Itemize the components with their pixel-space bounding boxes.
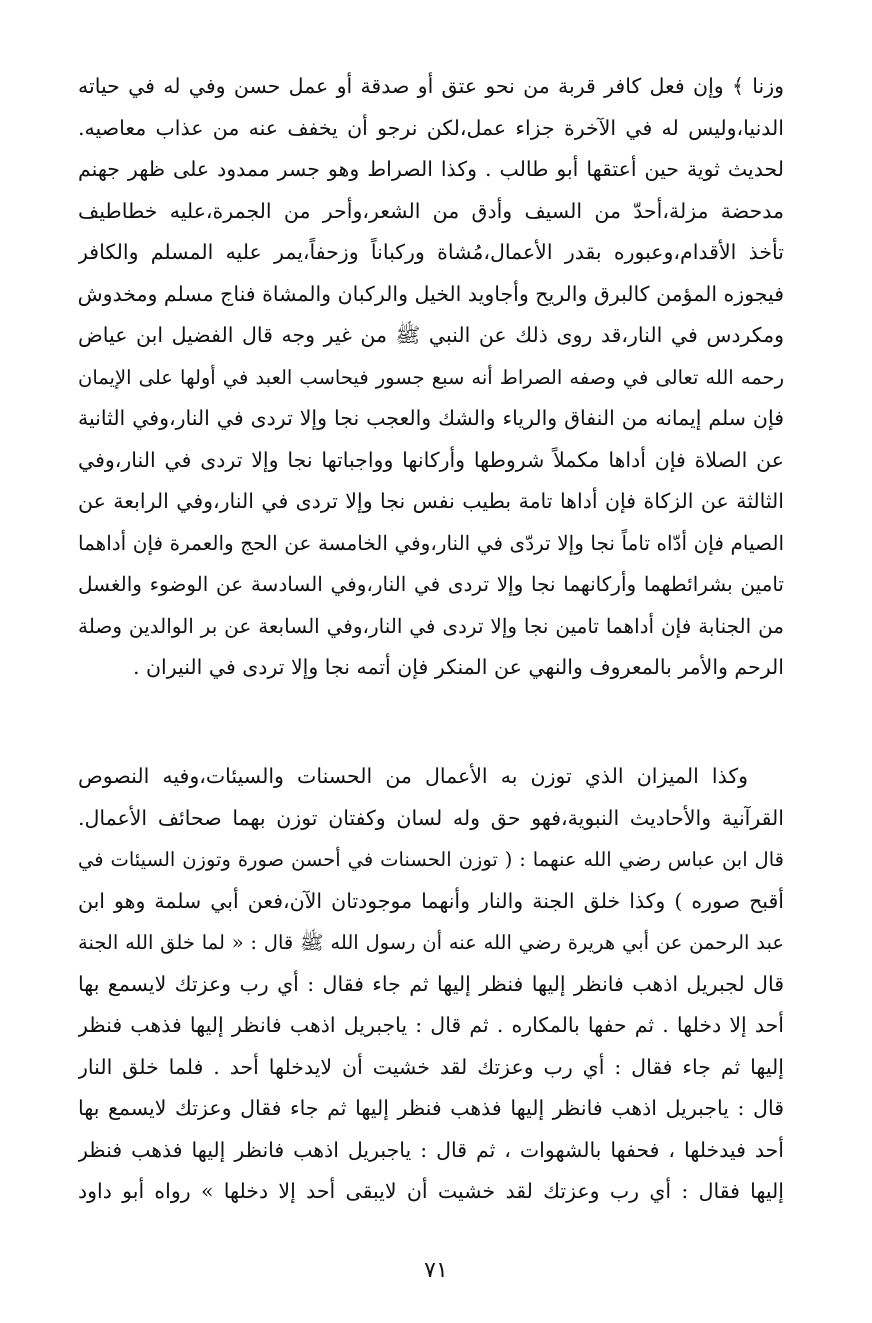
paragraph-mizan xyxy=(78,756,784,1213)
text-line: الثالثة عن الزكاة فإن أداها تامة بطيب نفس نجا وإلا تردى في النار،وفي الرابعة عن xyxy=(78,489,784,513)
paragraph-sirat xyxy=(78,66,784,689)
text-line: فإن سلم إيمانه من النفاق والرياء والشك والعجب نجا وإلا تردى في النار،وفي الثانية xyxy=(78,406,784,430)
text-line: القرآنية والأحاديث النبوية،فهو حق وله لسان وكفتان توزن بهما صحائف الأعمال. xyxy=(78,805,784,830)
text-line: الدنيا،وليس له في الآخرة جزاء عمل،لكن نرجو أن يخفف عنه من عذاب معاصيه. xyxy=(78,115,784,140)
text-line: تأخذ الأقدام،وعبوره بقدر الأعمال،مُشاة وركباناً وزحفاً،يمر عليه المسلم والكافر xyxy=(78,240,784,264)
text-line: قال ابن عباس رضي الله عنهما : ( توزن الحسنات في أحسن صورة وتوزن السيئات في xyxy=(78,848,784,871)
text-line: قال : ياجبريل اذهب فانظر إليها فذهب فنظر إليها ثم جاء فقال وعزتك لايسمع بها xyxy=(78,1096,784,1120)
text-line: فيجوزه المؤمن كالبرق والريح وأجاويد الخيل والركبان والمشاة فناج مسلم ومخدوش xyxy=(78,281,784,306)
text-line: أقبح صوره ) وكذا خلق الجنة والنار وأنهما موجودتان الآن،فعن أبي سلمة وهو ابن xyxy=(78,888,784,913)
text-line: مدحضة مزلة،أحدّ من السيف وأدق من الشعر،وأحر من الجمرة،عليه خطاطيف xyxy=(78,198,784,223)
text-line: وكذا الميزان الذي توزن به الأعمال من الحسنات والسيئات،وفيه النصوص xyxy=(78,764,748,788)
text-line: رحمه الله تعالى في وصفه الصراط أنه سبع جسور فيحاسب العبد في أولها على الإيمان xyxy=(78,365,784,389)
text-line: عبد الرحمن عن أبي هريرة رضي الله عنه أن رسول الله ﷺ قال : « لما خلق الله الجنة xyxy=(78,931,784,954)
text-line: إليها فقال : أي رب وعزتك لقد خشيت أن لايبقى أحد إلا دخلها » رواه أبو داود xyxy=(78,1179,784,1203)
text-line: قال لجبريل اذهب فانظر إليها فنظر إليها ثم جاء فقال : أي رب وعزتك لايسمع بها xyxy=(78,971,784,996)
text-line: أحد إلا دخلها . ثم حفها بالمكاره . ثم قال : ياجبريل اذهب فانظر إليها فذهب فنظر xyxy=(78,1013,784,1037)
text-line: عن الصلاة فإن أداها مكملاً شروطها وأركانها وواجباتها نجا وإلا تردى في النار،وفي xyxy=(78,447,784,472)
text-line: الرحم والأمر بالمعروف والنهي عن المنكر فإن أتمه نجا وإلا تردى في النيران . xyxy=(132,655,784,679)
text-line: لحديث ثوية حين أعتقها أبو طالب . وكذا الصراط وهو جسر ممدود على ظهر جهنم xyxy=(78,157,784,181)
text-line: أحد فيدخلها ، فحفها بالشهوات ، ثم قال : ياجبريل اذهب فانظر إليها فذهب فنظر xyxy=(78,1137,784,1162)
text-line: من الجنابة فإن أداهما تامين نجا وإلا تردى في النار،وفي السابعة عن بر الوالدين وصلة xyxy=(78,613,784,638)
page-number: ٧١ xyxy=(424,1258,448,1283)
text-line: إليها ثم جاء فقال : أي رب وعزتك لقد خشيت أن لايدخلها أحد . فلما خلق النار xyxy=(78,1054,784,1079)
text-line: تامين بشرائطهما وأركانهما نجا وإلا تردى في النار،وفي السادسة عن الوضوء والغسل xyxy=(78,572,784,596)
text-line: وزنا ﴾ وإن فعل كافر قربة من نحو عتق أو صدقة أو عمل حسن وفي له في حياته xyxy=(78,74,784,98)
text-line: ومكردس في النار،قد روى ذلك عن النبي ﷺ من غير وجه قال الفضيل ابن عياض xyxy=(78,323,784,347)
text-line: الصيام فإن أدّاه تاماً نجا وإلا تردّى في النار،وفي الخامسة عن الحج والعمرة فإن أداهما xyxy=(78,530,784,555)
